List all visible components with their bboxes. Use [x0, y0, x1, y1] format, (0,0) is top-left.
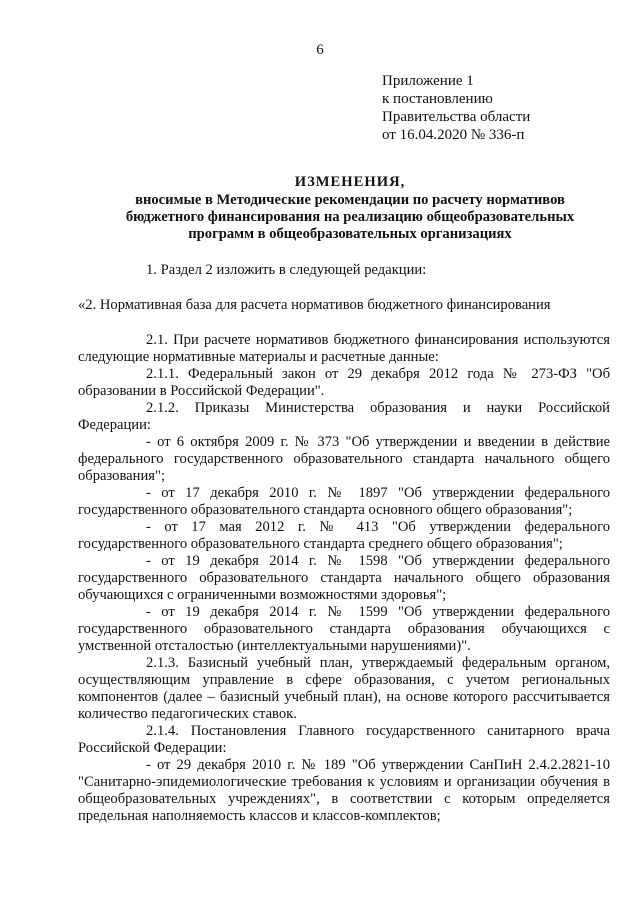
appendix-line: Правительства области [382, 109, 531, 125]
page-number: 6 [316, 42, 324, 58]
list-item: - от 6 октября 2009 г. № 373 "Об утверждении и введении в действие федерального государственного образовательного стандарта начального общего образования"; [78, 434, 610, 484]
paragraph-2-1-2: 2.1.2. Приказы Министерства образования и науки Российской Федерации: [78, 400, 610, 433]
appendix-line: к постановлению [382, 91, 493, 107]
list-item: - от 19 декабря 2014 г. № 1598 "Об утверждении федерального государственного образовательного стандарта начального общего образования обучающихся с ограниченными возможностями здоровья"; [78, 553, 610, 603]
title-line: вносимые в Методические рекомендации по расчету нормативов [135, 192, 565, 208]
paragraph-2-1-4: 2.1.4. Постановления Главного государственного санитарного врача Российской Федерации: [78, 723, 610, 756]
paragraph-2-1: 2.1. При расчете нормативов бюджетного финансирования используются следующие нормативные материалы и расчетные данные: [78, 332, 610, 365]
appendix-block [382, 72, 530, 144]
paragraph-2-1-1: 2.1.1. Федеральный закон от 29 декабря 2012 года № 273-ФЗ "Об образовании в Российской Федерации". [78, 366, 610, 399]
list-item: - от 17 мая 2012 г. № 413 "Об утверждении федерального государственного образовательного стандарта среднего общего образования"; [78, 519, 610, 552]
appendix-line: Приложение 1 [382, 73, 474, 89]
appendix-date-line: от 16.04.2020 № 336-п [382, 127, 525, 143]
document-body [78, 262, 610, 825]
paragraph-1: 1. Раздел 2 изложить в следующей редакции: [146, 262, 427, 278]
section-heading: «2. Нормативная база для расчета нормативов бюджетного финансирования [78, 297, 551, 313]
list-item: - от 17 декабря 2010 г. № 1897 "Об утверждении федерального государственного образовательного стандарта основного общего образования"; [78, 485, 610, 518]
paragraph-2-1-3: 2.1.3. Базисный учебный план, утверждаемый федеральным органом, осуществляющим управление в сфере образования, с учетом региональных компонентов (далее – базисный учебный план), на основе которого рассчитывается количество педагогических ставок. [78, 655, 610, 722]
list-item: - от 29 декабря 2010 г. № 189 "Об утверждении СанПиН 2.4.2.2821-10 "Санитарно-эпидемиологические требования к условиям и организации обучения в общеобразовательных учреждениях", в соответствии с которым определяется предельная наполняемость классов и классов-комплектов; [78, 757, 610, 824]
title-line: бюджетного финансирования на реализацию общеобразовательных [125, 209, 575, 225]
document-title [100, 174, 600, 243]
list-item: - от 19 декабря 2014 г. № 1599 "Об утверждении федерального государственного образовательного стандарта образования обучающихся с умственной отсталостью (интеллектуальными нарушениями)". [78, 604, 610, 654]
title-line: программ в общеобразовательных организациях [188, 226, 512, 242]
title-heading: ИЗМЕНЕНИЯ, [294, 174, 406, 190]
